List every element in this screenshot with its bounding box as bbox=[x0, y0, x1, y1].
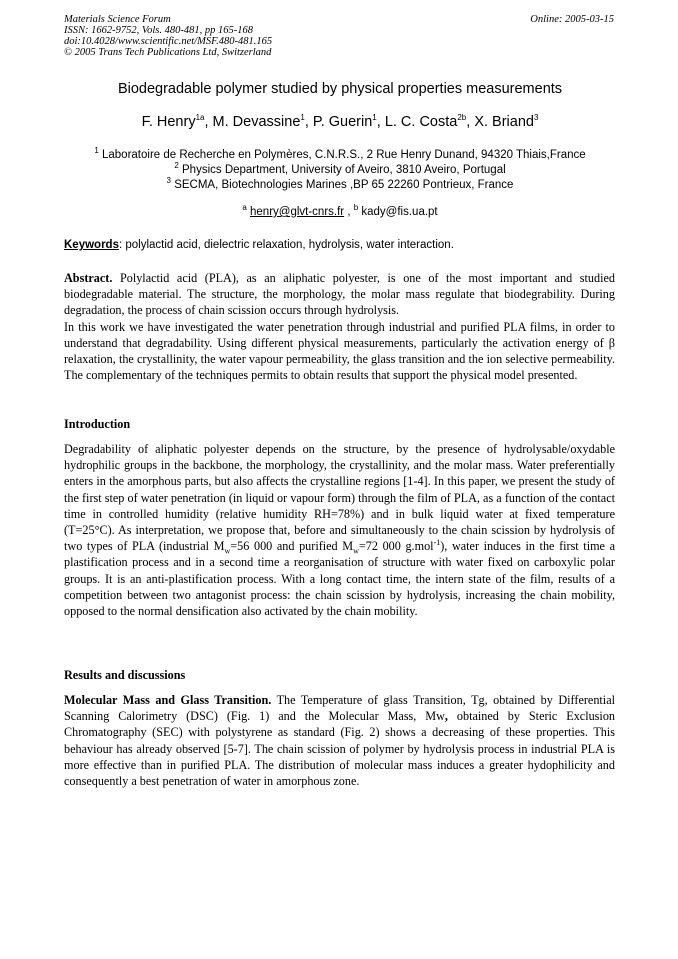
email-text-kady[interactable]: kady@fis.ua.pt bbox=[361, 206, 438, 218]
abstract bbox=[64, 270, 615, 383]
author-name: F. Henry bbox=[141, 114, 196, 130]
keywords-label: Keywords bbox=[64, 239, 119, 251]
keywords-text: : polylactid acid, dielectric relaxation, hydrolysis, water interaction. bbox=[118, 239, 454, 251]
author-name: P. Guerin bbox=[312, 114, 373, 130]
affiliation-item: $^2$ Physics Department, University of Aveiro, 3810 Aveiro, Portugal bbox=[174, 161, 506, 176]
author-name: M. Devassine bbox=[212, 114, 301, 130]
paper-title: Biodegradable polymer studied by physical properties measurements bbox=[117, 81, 563, 97]
affiliations bbox=[64, 148, 616, 193]
abstract-label: Abstract. bbox=[64, 271, 113, 285]
author-affil-mark: 1a bbox=[195, 113, 205, 123]
author-affil-mark: 3 bbox=[533, 113, 539, 123]
affiliation-item: $^1$ Laboratoire de Recherche en Polymères, C.N.R.S., 2 Rue Henry Dunand, 94320 Thiais,France bbox=[94, 146, 586, 161]
doi-line[interactable]: doi:10.4028/www.scientific.net/MSF.480-481.165 bbox=[64, 36, 273, 47]
introduction-paragraph: Degradability of aliphatic polyester depends on the structure, by the presence of hydrolysable/oxydable hydrophilic groups in the backbone, the morphology, the crystallinity, and the molar mass. Water preferentially enters in the amorphous parts, but also affects the crystalline regions [1-4]. In this paper, we present the study of the first step of water penetration (in liquid or vapour form) through the film of PLA, as a function of the contact time in controlled humidity (relative humidity RH=78%) and in bulk liquid water at fixed temperature (T=25°C). As interpretation, we propose that, before and simultaneously to the chain scission by hydrolysis of two types of PLA (industrial $M_w=56$ 000 and purified $M_w=72$ 000 g.mol$^{-1}$), water induces in the first time a plastification process and in a second time a reorganisation of structure with water fixed on carboxylic polar groups. It is an anti-plastification process. With a long contact time, the intern state of the film, results of a competition between two antagonist process: the chain scission by hydrolysis, increasing the chain mobility, opposed to the normal densification also activated by the chain mobility. bbox=[64, 442, 615, 619]
journal-header bbox=[64, 14, 272, 58]
results-lead: Molecular Mass and Glass Transition. bbox=[64, 693, 272, 707]
author-emails: $^a$ henry@glvt-cnrs.fr , $^b$ kady@fis.ua.pt bbox=[242, 203, 438, 218]
introduction-heading: Introduction bbox=[64, 417, 131, 431]
copyright-line: © 2005 Trans Tech Publications Ltd, Switzerland bbox=[64, 47, 272, 58]
email-link-henry[interactable]: henry@glvt-cnrs.fr bbox=[250, 206, 345, 218]
abstract-paragraph: Abstract. Polylactid acid (PLA), as an aliphatic polyester, is one of the most important and studied biodegradable material. The structure, the morphology, the molar mass regulate that biodegrability. During degradation, the process of chain scission occurs through hydrolysis. bbox=[64, 271, 615, 318]
affiliation-item: $^3$ SECMA, Biotechnologies Marines ,BP 65 22260 Pontrieux, France bbox=[166, 176, 514, 191]
author-affil-mark: 2b bbox=[457, 113, 467, 123]
author-name: X. Briand bbox=[474, 114, 534, 130]
author-name: L. C. Costa bbox=[384, 114, 458, 130]
author-affil-mark: 1 bbox=[300, 113, 305, 123]
online-date: Online: 2005-03-15 bbox=[530, 14, 614, 25]
results-heading: Results and discussions bbox=[64, 668, 186, 682]
author-affil-mark: 1 bbox=[372, 113, 377, 123]
introduction-body bbox=[64, 441, 615, 619]
journal-name: Materials Science Forum bbox=[64, 14, 171, 25]
author-list: F. Henry$^{1a}$, M. Devassine$^1$, P. Guerin$^1$, L. C. Costa$^{2b}$, X. Briand$^3$ bbox=[141, 113, 539, 130]
abstract-paragraph: In this work we have investigated the water penetration through industrial and purified PLA films, in order to understand that degradability. Using different physical measurements, particularly the activation energy of β relaxation, the crystallinity, the water vapour permeability, the glass transition and the ion selective permeability. The complementary of the techniques permits to obtain results that support the physical model presented. bbox=[64, 319, 615, 383]
issn-line: ISSN: 1662-9752, Vols. 480-481, pp 165-168 bbox=[64, 25, 253, 36]
results-body bbox=[64, 692, 615, 789]
keywords bbox=[64, 239, 616, 251]
results-paragraph: Molecular Mass and Glass Transition. The Temperature of glass Transition, Tg, obtained by Differential Scanning Calorimetry (DSC) (Fig. 1) and the Molecular Mass, Mw, obtained by Steric Exclusion Chromatography (SEC) with polystyrene as standard (Fig. 2) shows a decreasing of these properties. This behaviour has already observed [5-7]. The chain scission of polymer by hydrolysis process in industrial PLA is more effective than in purified PLA. The distribution of molecular mass induces a greater hydophilicity and consequently a best penetration of water in amorphous zone. bbox=[64, 693, 616, 789]
